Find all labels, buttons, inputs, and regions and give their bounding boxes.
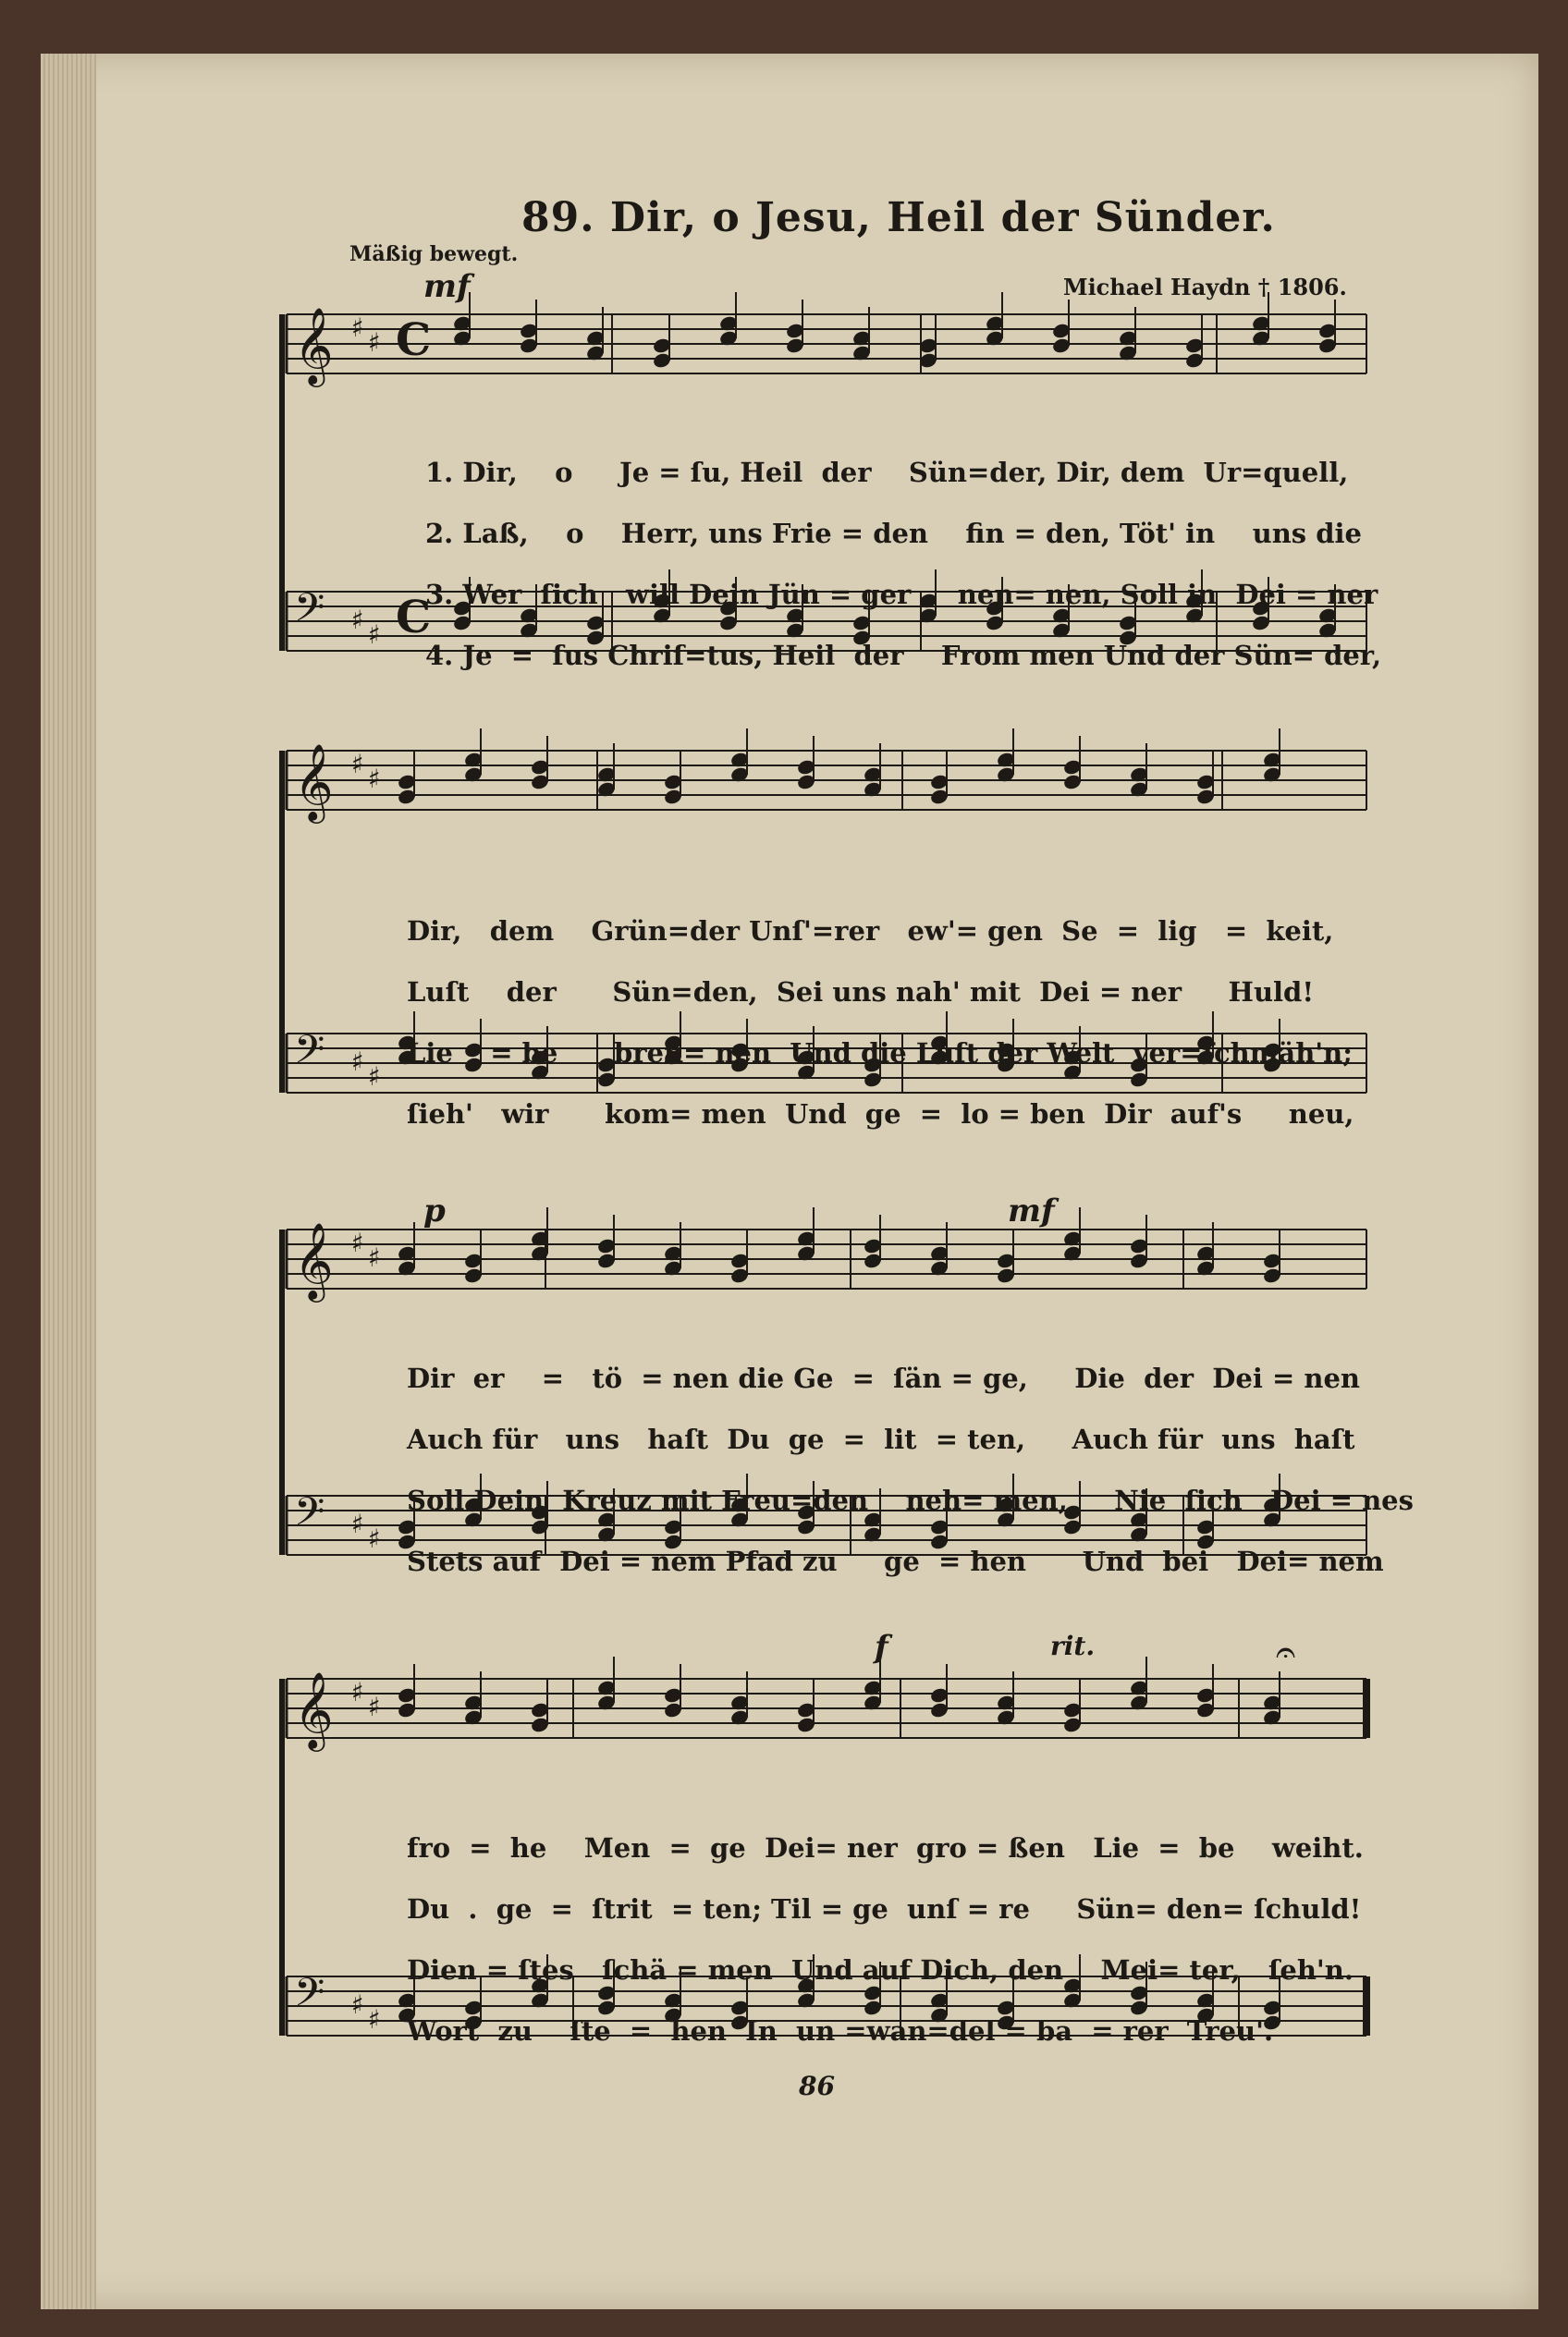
ritardando-marking: rit. bbox=[1050, 1631, 1096, 1661]
sharp-icon: ♯ bbox=[351, 312, 364, 343]
composer-credit: Michael Haydn † 1806. bbox=[1063, 274, 1347, 300]
sharp-icon: ♯ bbox=[368, 1061, 381, 1092]
lyrics-system-1 bbox=[425, 427, 1381, 702]
lyric-line: Soll Dein Kreuz mit Freu=den neh= men, Nie ſich Dei = nes bbox=[407, 1485, 1414, 1516]
lyric-line: fro = he Men = ge Dei= ner gro = ßen Lie = be weiht. bbox=[407, 1832, 1364, 1864]
lyric-line: Dir er = tö = nen die Ge = ſän = ge, Die der Dei = nen bbox=[407, 1363, 1361, 1394]
lyric-line: Dien = ſtes ſchä = men Und auf Dich, den Mei= ter, ſeh'n. bbox=[407, 1954, 1354, 1986]
treble-clef-icon: 𝄞 bbox=[294, 306, 334, 384]
sharp-icon: ♯ bbox=[368, 2004, 381, 2035]
tempo-marking: Mäßig bewegt. bbox=[349, 242, 519, 266]
sharp-icon: ♯ bbox=[368, 764, 381, 794]
hymn-title-text: Dir, o Jesu, Heil der Sünder. bbox=[609, 194, 1276, 241]
lyric-line: Du . ge = ſtrit = ten; Til = ge unſ = re Sün= den= ſchuld! bbox=[407, 1893, 1362, 1925]
dynamic-mf-2: mf bbox=[1008, 1193, 1055, 1230]
dynamic-mf-1: mf bbox=[423, 268, 471, 305]
lyric-line: Luſt der Sün=den, Sei uns nah' mit Dei = ner Huld! bbox=[407, 976, 1315, 1008]
lyric-line: Lie = be bren= nen Und die Luſt der Welt ver=ſchmäh'n; bbox=[407, 1037, 1353, 1069]
sharp-icon: ♯ bbox=[368, 327, 381, 358]
dynamic-p: p bbox=[423, 1193, 446, 1230]
lyric-line: ſieh' wir kom= men Und ge = lo = ben Dir auf's neu, bbox=[407, 1098, 1354, 1130]
lyrics-system-4 bbox=[407, 1803, 1364, 2077]
sharp-icon: ♯ bbox=[351, 1677, 364, 1707]
dynamic-f: f bbox=[875, 1629, 888, 1666]
sharp-icon: ♯ bbox=[351, 1989, 364, 2020]
final-bar-line bbox=[1363, 1679, 1370, 1738]
system-brace bbox=[279, 1230, 285, 1555]
final-bar-line bbox=[1363, 1976, 1370, 2036]
hymn-number: 89. bbox=[521, 194, 595, 241]
bass-clef-icon: 𝄢 bbox=[294, 585, 325, 641]
sharp-icon: ♯ bbox=[368, 619, 381, 650]
sharp-icon: ♯ bbox=[351, 605, 364, 635]
sharp-icon: ♯ bbox=[368, 1523, 381, 1554]
bass-clef-icon: 𝄢 bbox=[294, 1489, 325, 1545]
bass-clef-icon: 𝄢 bbox=[294, 1970, 325, 2025]
treble-clef-icon: 𝄞 bbox=[294, 742, 334, 820]
lyric-line: 3. Wer ſich will Dein Jün = ger nen= nen, Soll in Dei = ner bbox=[425, 579, 1378, 610]
lyric-line: 4. Je = ſus Chriſ=tus, Heil der From men Und der Sün= der, bbox=[425, 640, 1382, 671]
sharp-icon: ♯ bbox=[351, 749, 364, 779]
bass-clef-icon: 𝄢 bbox=[294, 1027, 325, 1083]
system-brace bbox=[279, 314, 285, 651]
lyric-line: Auch für uns haſt Du ge = lit = ten, Auch für uns haſt bbox=[407, 1424, 1355, 1455]
treble-clef-icon: 𝄞 bbox=[294, 1221, 334, 1299]
time-signature: C bbox=[396, 314, 432, 366]
treble-clef-icon: 𝄞 bbox=[294, 1670, 334, 1748]
sharp-icon: ♯ bbox=[351, 1228, 364, 1258]
sharp-icon: ♯ bbox=[368, 1242, 381, 1273]
time-signature: C bbox=[396, 592, 432, 643]
sharp-icon: ♯ bbox=[351, 1046, 364, 1077]
system-brace bbox=[279, 751, 285, 1093]
sharp-icon: ♯ bbox=[351, 1509, 364, 1539]
system-brace bbox=[279, 1679, 285, 2036]
fermata-icon: 𝄐 bbox=[1276, 1632, 1296, 1672]
lyric-line: 1. Dir, o Je = ſu, Heil der Sün=der, Dir, dem Ur=quell, bbox=[425, 457, 1349, 488]
lyrics-system-3 bbox=[407, 1333, 1414, 1608]
lyric-line: 2. Laß, o Herr, uns Frie = den fin = den, Töt' in uns die bbox=[425, 518, 1362, 549]
lyric-line: Dir, dem Grün=der Unſ'=rer ew'= gen Se = lig = keit, bbox=[407, 915, 1334, 947]
lyric-line: Stets auf Dei = nem Pfad zu ge = hen Und bei Dei= nem bbox=[407, 1546, 1384, 1577]
lyrics-system-2 bbox=[407, 886, 1354, 1160]
sharp-icon: ♯ bbox=[368, 1692, 381, 1722]
lyric-line: Wort zu ſte = hen In un =wan=del = ba = rer Treu'. bbox=[407, 2015, 1274, 2047]
page-number: 86 bbox=[799, 2071, 835, 2101]
